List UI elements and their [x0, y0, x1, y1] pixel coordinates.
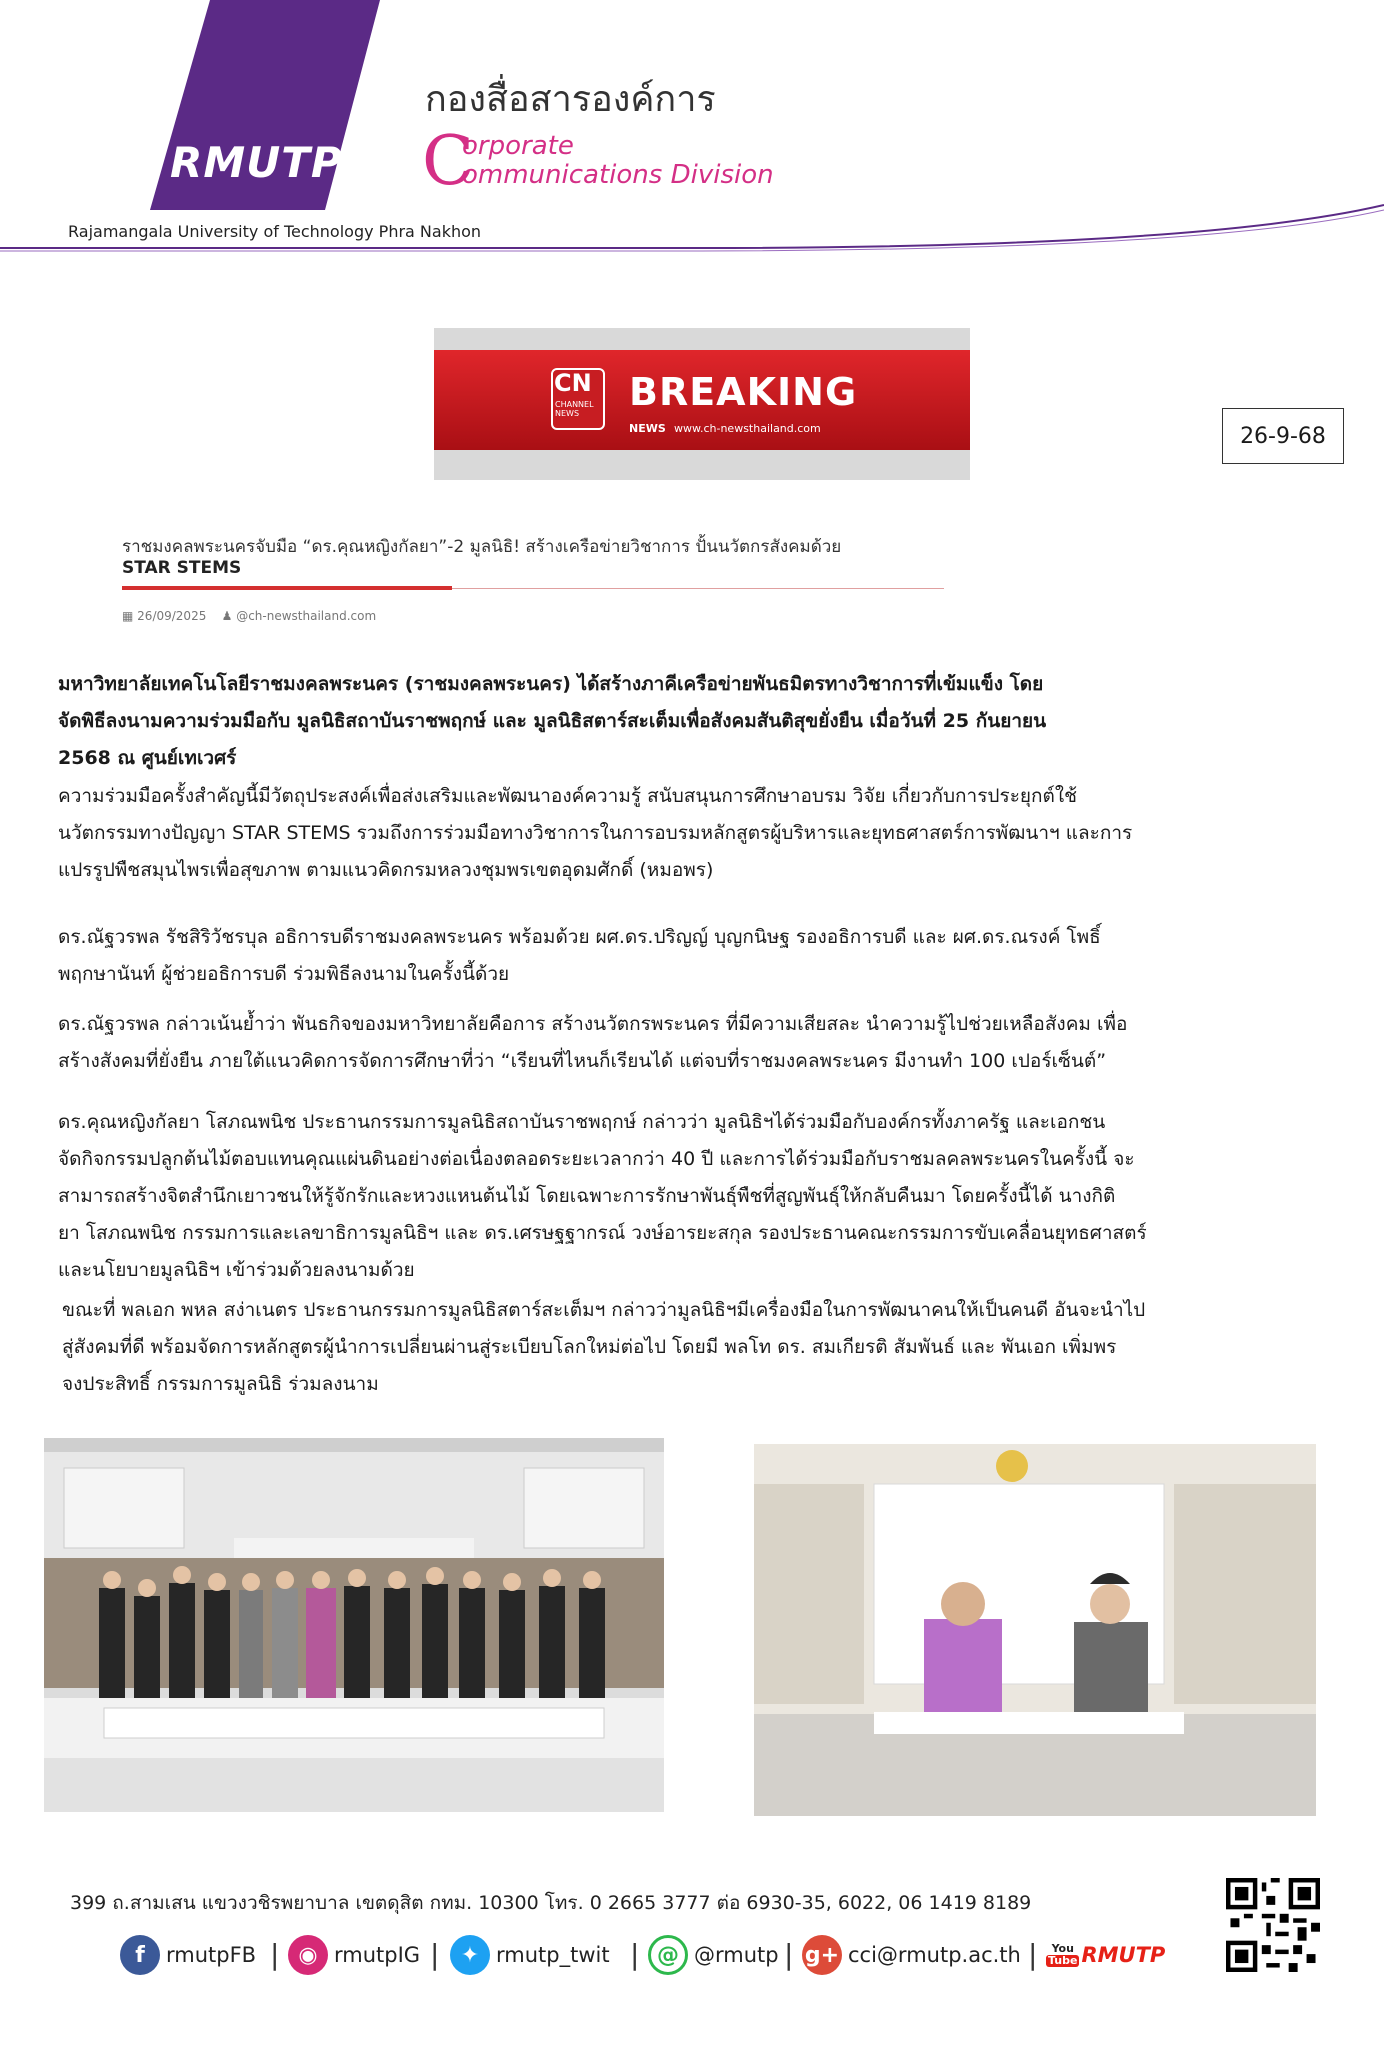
- text-line: จัดพิธีลงนามความร่วมมือกับ มูลนิธิสถาบันราชพฤกษ์ และ มูลนิธิสตาร์สะเต็มเพื่อสังคมสันติสุขยั่งยืน เมื่อวันที่ 25 กันยายน: [58, 710, 1047, 732]
- signing-photo-illustration: [754, 1444, 1316, 1816]
- text-line: 2568 ณ ศูนย์เทเวศร์: [58, 747, 237, 769]
- instagram-handle: rmutpIG: [334, 1943, 421, 1967]
- text-line: ดร.ณัฐวรพล รัชสิริวัชรบุล อธิการบดีราชมงคลพระนคร พร้อมด้วย ผศ.ดร.ปริญญ์ บุญกนิษฐ รองอธิการบดี และ ผศ.ดร.ณรงค์ โพธิ์: [58, 926, 1101, 948]
- signing-photo: [754, 1444, 1316, 1816]
- email-address: cci@rmutp.ac.th: [848, 1943, 1021, 1967]
- division-title-initial: C: [422, 122, 475, 201]
- article-headline-line1: ราชมงคลพระนครจับมือ “ดร.คุณหญิงกัลยา”-2 มูลนิธิ! สร้างเครือข่ายวิชาการ ปั้นนวัตกรสังคมด้วย: [122, 537, 842, 557]
- university-name: Rajamangala University of Technology Phra Nakhon: [68, 222, 482, 241]
- text-line: สามารถสร้างจิตสำนึกเยาวชนให้รู้จักรักและหวงแหนต้นไม้ โดยเฉพาะการรักษาพันธุ์พืชที่สูญพันธุ์ให้กลับคืนมา โดยครั้งนี้ได้ นางกิติ: [58, 1185, 1116, 1207]
- line-handle: @rmutp: [694, 1943, 779, 1967]
- text-line: และนโยบายมูลนิธิฯ เข้าร่วมด้วยลงนามด้วย: [58, 1259, 415, 1281]
- text-line: ยา โสภณพนิช กรรมการและเลขาธิการมูลนิธิฯ และ ดร.เศรษฐฐากรณ์ วงษ์อารยะสกุล รองประธานคณะกรรมการขับเคลื่อนยุทธศาสตร์: [58, 1222, 1147, 1244]
- text-line: มหาวิทยาลัยเทคโนโลยีราชมงคลพระนคร (ราชมงคลพระนคร) ได้สร้างภาคีเครือข่ายพันธมิตรทางวิชาการที่เข้มแข็ง โดย: [58, 673, 1044, 695]
- article-date: 26/09/2025: [137, 609, 207, 623]
- separator: |: [630, 1938, 640, 1971]
- social-youtube[interactable]: [1046, 1932, 1165, 1978]
- separator: |: [784, 1938, 794, 1971]
- lead-paragraph: [58, 666, 1328, 777]
- text-line: ขณะที่ พลเอก พหล สง่าเนตร ประธานกรรมการมูลนิธิสตาร์สะเต็มฯ กล่าวว่ามูลนิธิฯมีเครื่องมือในการพัฒนาคนให้เป็นคนดี อันจะนำไป: [62, 1299, 1146, 1321]
- article-headline-line2: STAR STEMS: [122, 558, 242, 578]
- youtube-icon: [1046, 1943, 1079, 1967]
- social-email[interactable]: [802, 1932, 1021, 1978]
- qr-code[interactable]: [1226, 1878, 1320, 1972]
- breaking-news-banner: [434, 328, 970, 480]
- line-at-icon: @: [648, 1935, 688, 1975]
- text-line: สร้างสังคมที่ยั่งยืน ภายใต้แนวคิดการจัดการศึกษาที่ว่า “เรียนที่ไหนก็เรียนได้ แต่จบที่ราชมงคลพระนคร มีงานทำ 100 เปอร์เซ็นต์”: [58, 1050, 1107, 1072]
- footer-address: 399 ถ.สามเสน แขวงวชิรพยาบาล เขตดุสิต กทม. 10300 โทร. 0 2665 3777 ต่อ 6930-35, 6022, 06 1419 8189: [70, 1892, 1032, 1914]
- text-line: แปรรูปพืชสมุนไพรเพื่อสุขภาพ ตามแนวคิดกรมหลวงชุมพรเขตอุดมศักดิ์ (หมอพร): [58, 859, 714, 881]
- social-instagram[interactable]: [288, 1932, 420, 1978]
- facebook-handle: rmutpFB: [166, 1943, 257, 1967]
- article-author: @ch-newsthailand.com: [236, 609, 377, 623]
- cn-logo-subtext: CHANNEL NEWS: [555, 400, 594, 418]
- rmutp-logo-text: RMUTP: [170, 138, 343, 187]
- division-title-thai: กองสื่อสารองค์การ: [425, 79, 716, 120]
- group-photo-illustration: [44, 1438, 664, 1812]
- paragraph-3: [58, 1006, 1328, 1080]
- facebook-icon: f: [120, 1935, 160, 1975]
- user-icon: ♟: [221, 609, 233, 623]
- paragraph-4: [58, 1104, 1328, 1289]
- news-tag: NEWS: [629, 422, 666, 435]
- document-date-box: 26-9-68: [1222, 408, 1344, 464]
- twitter-icon: ✦: [450, 1935, 490, 1975]
- header-divider-curve: [0, 200, 1384, 260]
- paragraph-2: [58, 919, 1328, 993]
- google-plus-icon: g+: [802, 1935, 842, 1975]
- social-twitter[interactable]: [450, 1932, 610, 1978]
- calendar-icon: ▦: [122, 609, 134, 623]
- paragraph-1: [58, 778, 1328, 889]
- text-line: นวัตกรรมทางปัญญา STAR STEMS รวมถึงการร่วมมือทางวิชาการในการอบรมหลักสูตรผู้บริหารและยุทธศาสตร์การพัฒนาฯ และการ: [58, 822, 1133, 844]
- youtube-channel: RMUTP: [1081, 1943, 1166, 1967]
- news-url: www.ch-newsthailand.com: [674, 422, 821, 435]
- text-line: จงประสิทธิ์ กรรมการมูลนิธิ ร่วมลงนาม: [62, 1373, 379, 1395]
- youtube-you: You: [1051, 1942, 1074, 1955]
- social-facebook[interactable]: [120, 1932, 256, 1978]
- text-line: ความร่วมมือครั้งสำคัญนี้มีวัตถุประสงค์เพื่อส่งเสริมและพัฒนาองค์ความรู้ สนับสนุนการศึกษาอบรม วิจัย เกี่ยวกับการประยุกต์ใช้: [58, 785, 1078, 807]
- headline-accent-bar: [122, 586, 452, 590]
- social-line[interactable]: [648, 1932, 779, 1978]
- paragraph-5: [62, 1292, 1332, 1403]
- instagram-icon: ◉: [288, 1935, 328, 1975]
- separator: |: [270, 1938, 280, 1971]
- article-meta: [122, 609, 376, 623]
- separator: |: [1028, 1938, 1038, 1971]
- division-title-line1: orporate: [462, 131, 574, 161]
- text-line: ดร.ณัฐวรพล กล่าวเน้นย้ำว่า พันธกิจของมหาวิทยาลัยคือการ สร้างนวัตกรพระนคร ที่มีความเสียสละ นำความรู้ไปช่วยเหลือสังคม เพื่อ: [58, 1013, 1128, 1035]
- group-photo: [44, 1438, 664, 1812]
- separator: |: [430, 1938, 440, 1971]
- youtube-tube: Tube: [1048, 1954, 1078, 1967]
- text-line: ดร.คุณหญิงกัลยา โสภณพนิช ประธานกรรมการมูลนิธิสถาบันราชพฤกษ์ กล่าวว่า มูลนิธิฯได้ร่วมมือกับองค์กรทั้งภาครัฐ และเอกชน: [58, 1111, 1106, 1133]
- text-line: จัดกิจกรรมปลูกต้นไม้ตอบแทนคุณแผ่นดินอย่างต่อเนื่องตลอดระยะเวลากว่า 40 ปี และการได้ร่วมมือกับราชมลคลพระนครในครั้งนี้ จะ: [58, 1148, 1135, 1170]
- cn-logo-text: CN: [554, 369, 592, 397]
- division-title-line2: ommunications Division: [462, 160, 774, 190]
- breaking-label: BREAKING: [629, 370, 858, 414]
- text-line: พฤกษานันท์ ผู้ช่วยอธิการบดี ร่วมพิธีลงนามในครั้งนี้ด้วย: [58, 963, 510, 985]
- twitter-handle: rmutp_twit: [496, 1943, 610, 1967]
- text-line: สู่สังคมที่ดี พร้อมจัดการหลักสูตรผู้นำการเปลี่ยนผ่านสู่ระเบียบโลกใหม่ต่อไป โดยมี พลโท ดร. สมเกียรติ สัมพันธ์ และ พันเอก เพิ่มพร: [62, 1336, 1117, 1358]
